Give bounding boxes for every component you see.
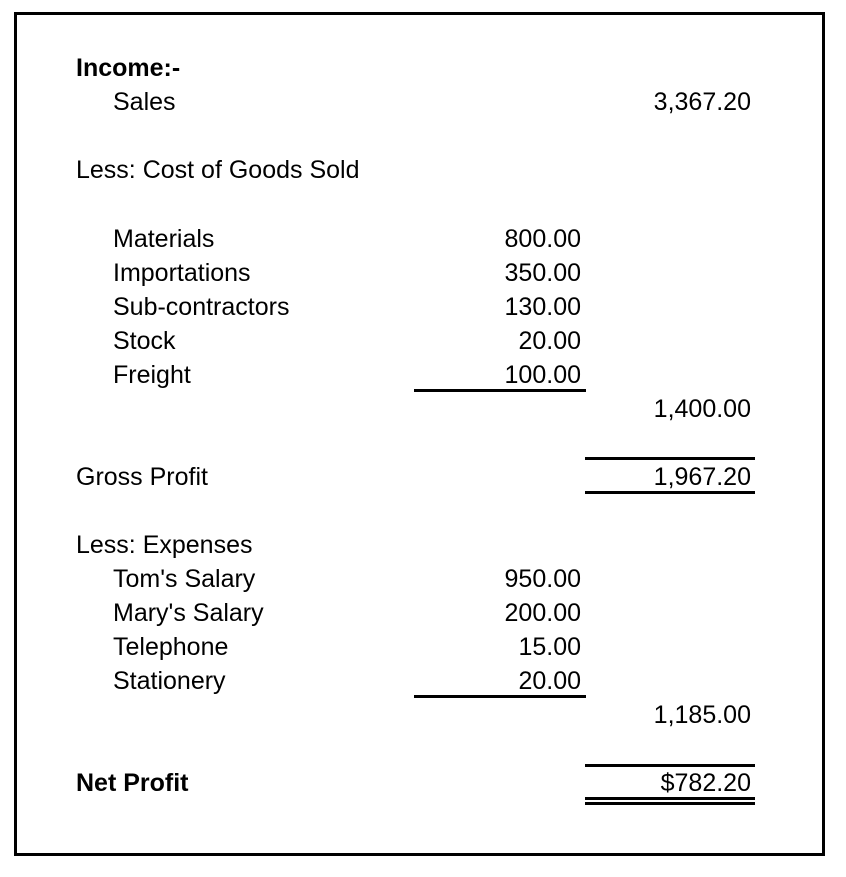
- sales-value: 3,367.20: [653, 88, 751, 116]
- cogs-item-label: Materials: [113, 225, 215, 253]
- gross-profit-value: 1,967.20: [653, 463, 751, 491]
- income-heading: Income:-: [76, 54, 181, 82]
- sales-label: Sales: [113, 88, 176, 116]
- cogs-item-value: 20.00: [518, 327, 581, 355]
- cogs-item-label: Importations: [113, 259, 251, 287]
- cogs-item-value: 130.00: [504, 293, 581, 321]
- expense-item-value: 950.00: [504, 565, 581, 593]
- gross-profit-bottom-rule: [585, 491, 755, 494]
- net-profit-value: $782.20: [660, 769, 751, 797]
- cogs-item-value: 350.00: [504, 259, 581, 287]
- expense-item-value: 20.00: [518, 667, 581, 695]
- expense-item-value: 200.00: [504, 599, 581, 627]
- expense-item-label: Telephone: [113, 633, 229, 661]
- expenses-heading: Less: Expenses: [76, 531, 253, 559]
- expenses-total-value: 1,185.00: [653, 701, 751, 729]
- expense-item-label: Stationery: [113, 667, 226, 695]
- gross-profit-top-rule: [585, 457, 755, 460]
- cogs-item-value: 800.00: [504, 225, 581, 253]
- expense-item-label: Tom's Salary: [113, 565, 256, 593]
- cogs-item-label: Sub-contractors: [113, 293, 290, 321]
- expense-item-value: 15.00: [518, 633, 581, 661]
- gross-profit-label: Gross Profit: [76, 463, 208, 491]
- cogs-item-value: 100.00: [504, 361, 581, 389]
- net-profit-top-rule: [585, 764, 755, 767]
- net-profit-double-rule-upper: [585, 797, 755, 800]
- cogs-total-value: 1,400.00: [653, 395, 751, 423]
- expenses-subtotal-rule: [414, 695, 586, 698]
- cogs-item-label: Stock: [113, 327, 176, 355]
- net-profit-label: Net Profit: [76, 769, 189, 797]
- cogs-subtotal-rule: [414, 389, 586, 392]
- net-profit-double-rule-lower: [585, 802, 755, 805]
- expense-item-label: Mary's Salary: [113, 599, 264, 627]
- cogs-item-label: Freight: [113, 361, 191, 389]
- cogs-heading: Less: Cost of Goods Sold: [76, 156, 360, 184]
